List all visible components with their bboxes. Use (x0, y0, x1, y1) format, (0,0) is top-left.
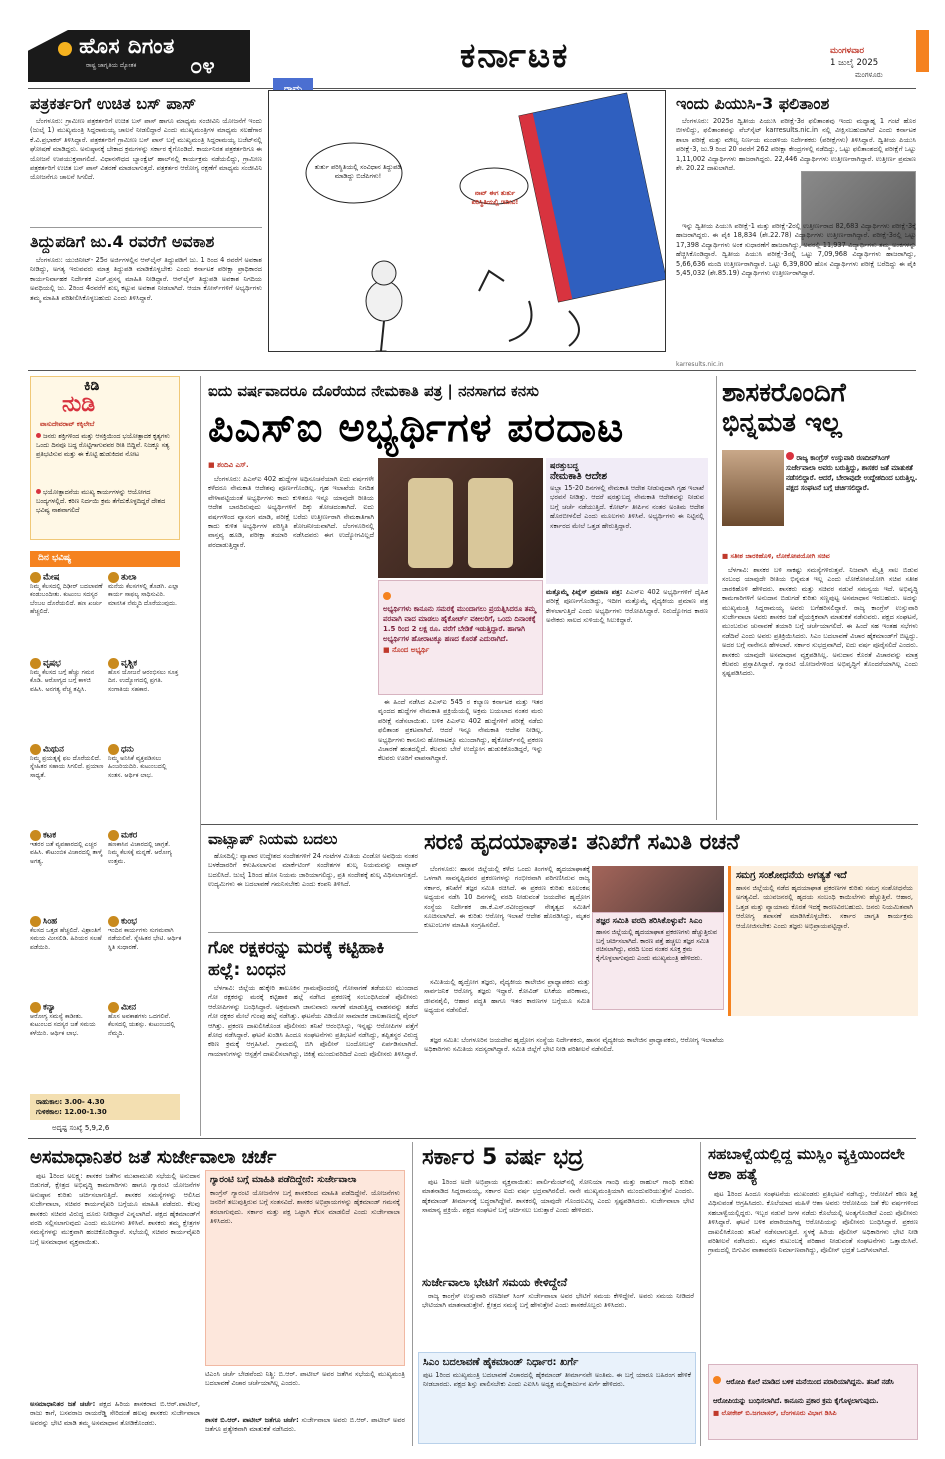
horoscope-sign-name: ಮೀನ (121, 1002, 137, 1012)
quote-icon (786, 452, 794, 460)
heart-side-title: ಸಮಗ್ರ ಸಂಶೋಧನೆಯ ಅಗತ್ಯತೆ ಇದೆ (736, 870, 847, 881)
logo-text: ಹೊಸ ದಿಗಂತ (79, 34, 175, 58)
pass-headline: ಪತ್ರಕರ್ತರಿಗೆ ಉಚಿತ ಬಸ್ ಪಾಸ್ (30, 94, 196, 113)
horoscope-sign-name: ಸಿಂಹ (43, 916, 57, 926)
zodiac-icon (30, 572, 41, 583)
accent-strip (916, 30, 929, 72)
zodiac-icon (30, 830, 41, 841)
zodiac-icon (108, 572, 119, 583)
cow-body: ಬೆಳಗಾವಿ: ಜಿಲ್ಲೆಯ ಹುಕ್ಕೇರಿ ತಾಲೂಕಿನ ಗ್ರಾಮವೊಂದರಲ್ಲಿ ಗೋಸಾಗಣೆ ತಡೆಯಲು ಮುಂದಾದ ಗೋ ರಕ್ಷಕರನ್ನು ಮರಕ್ಕೆ ಕಟ್ಟಿಹಾಕಿ ಹಲ್ಲೆ ನಡೆಸಿದ ಪ್ರಕರಣಕ್ಕೆ ಸಂಬಂಧಿಸಿದಂತೆ ಪೊಲೀಸರು ಆರೋಪಿಗಳನ್ನು ಬಂಧಿಸಿದ್ದಾರೆ. ಅಕ್ರಮವಾಗಿ ಜಾನುವಾರು ಸಾಗಣೆ ಮಾಡುತ್ತಿದ್ದ ವಾಹನವನ್ನು ತಡೆದ ಗೋ ರಕ್ಷಕರ ಮೇಲೆ ಗುಂಪು ಹಲ್ಲೆ ನಡೆಸಿತ್ತು. ಘಟನೆಯ ವಿಡಿಯೋ ಸಾಮಾಜಿಕ ಜಾಲತಾಣದಲ್ಲಿ ವೈರಲ್ ಆಗಿತ್ತು. ಪ್ರಕರಣ ದಾಖಲಿಸಿಕೊಂಡ ಪೊಲೀಸರು ತನಿಖೆ ಆರಂಭಿಸಿದ್ದು, ಇನ್ನಷ್ಟು ಆರೋಪಿಗಳ ಪತ್ತೆಗೆ ಶೋಧ ನಡೆಸಿದ್ದಾರೆ. ಘಟನೆ ಖಂಡಿಸಿ ಹಿಂದೂ ಸಂಘಟನೆಗಳು ಪ್ರತಿಭಟನೆ ನಡೆಸಿದ್ದು, ತಪ್ಪಿತಸ್ಥರ ವಿರುದ್ಧ ಕಠಿಣ ಕ್ರಮಕ್ಕೆ ಆಗ್ರಹಿಸಿವೆ. ಗ್ರಾಮದಲ್ಲಿ ಬಿಗಿ ಪೊಲೀಸ್ ಬಂದೋಬಸ್ತ್ ಏರ್ಪಡಿಸಲಾಗಿದೆ. ಗಾಯಾಳುಗಳನ್ನು ಆಸ್ಪತ್ರೆಗೆ ದಾಖಲಿಸಲಾಗಿದ್ದು, ಚಿಕಿತ್ಸೆ ಮುಂದುವರಿದಿದೆ ಎಂದು ಪೊಲೀಸರು ತಿಳಿಸಿದ್ದಾರೆ. (208, 984, 418, 1058)
horoscope-sign-name: ಮಿಥುನ (43, 744, 64, 754)
stable-sub-body: ರಾಜ್ಯ ಕಾಂಗ್ರೆಸ್ ಉಸ್ತುವಾರಿ ರಣದೀಪ್ ಸಿಂಗ್ ಸುರ್ಜೇವಾಲಾ ಅವರ ಭೇಟಿಗೆ ಸಮಯ ಕೇಳಿದ್ದೇನೆ. ಅವರು ಸಮಯ ನೀಡಿದರೆ ಭೇಟಿಯಾಗಿ ಮಾತನಾಡುತ್ತೇನೆ. ಕ್ಷೇತ್ರದ ಸಮಸ್ಯೆ ಬಗ್ಗೆ ಹೇಳುತ್ತೇನೆ ಎಂದು ಶಾಸಕರೊಬ್ಬರು ತಿಳಿಸಿದರು. (422, 1292, 694, 1310)
dissent-body: ಬೆಳಗಾವಿ: ಶಾಸಕರ ಬಳಿ ಸಾಕಷ್ಟು ಸಮಸ್ಯೆಗಳಿರುತ್ತವೆ. ನಿಜವಾಗಿ ಮೈತ್ರಿ ಸಾಲ ಬಿಡುವ ಸಂಬಂಧ ಯಾವುದೇ ರೀತಿಯ ಭಿನ್ನಮತ ಇಲ್ಲ ಎಂದು ಲೋಕೋಪಯೋಗಿ ಸಚಿವ ಸತೀಶ ಜಾರಕಿಹೊಳಿ ಹೇಳಿದರು. ಶಾಸಕರು ಮತ್ತು ಸಚಿವರ ನಡುವೆ ಸಮನ್ವಯ ಇದೆ. ಅಭಿವೃದ್ಧಿ ಕಾಮಗಾರಿಗಳಿಗೆ ಅನುದಾನ ಬಿಡುಗಡೆ ಕುರಿತು ಸಣ್ಣಪುಟ್ಟ ಅಸಮಾಧಾನ ಇರಬಹುದು. ಅದನ್ನು ಮುಖ್ಯಮಂತ್ರಿ ಸಿದ್ದರಾಮಯ್ಯ ಅವರು ಬಗೆಹರಿಸಲಿದ್ದಾರೆ. ರಾಜ್ಯ ಕಾಂಗ್ರೆಸ್ ಉಸ್ತುವಾರಿ ಸುರ್ಜೇವಾಲಾ ಅವರು ಶಾಸಕರ ಜತೆ ವೈಯಕ್ತಿಕವಾಗಿ ಮಾತುಕತೆ ನಡೆಸುವರು. ಪಕ್ಷದ ಸಂಘಟನೆ, ಮುಂಬರುವ ಚುನಾವಣೆ ತಯಾರಿ ಬಗ್ಗೆ ಚರ್ಚೆಯಾಗಲಿದೆ. ಈ ಹಿಂದೆ ಸಹ ಇಂತಹ ಸಭೆಗಳು ನಡೆದಿವೆ ಎಂದು ಅವರು ಪ್ರತಿಕ್ರಿಯಿಸಿದರು. ಸಿಎಂ ಬದಲಾವಣೆ ವಿಚಾರ ಹೈಕಮಾಂಡ್‌ಗೆ ಬಿಟ್ಟದ್ದು. ಅದರ ಬಗ್ಗೆ ನಾನೇನೂ ಹೇಳಲಾರೆ. ಸರ್ಕಾರ ಸುಭದ್ರವಾಗಿದೆ, ಐದು ವರ್ಷ ಪೂರೈಸಲಿದೆ ಎಂದರು. ಶಾಸಕರು ಯಾವುದೇ ಅಸಮಾಧಾನ ವ್ಯಕ್ತಪಡಿಸಿಲ್ಲ. ಅನುದಾನ ಕೊರತೆ ವಿಚಾರವನ್ನು ಮಾತ್ರ ಕೆಲವರು ಪ್ರಸ್ತಾಪಿಸಿದ್ದಾರೆ. ಗ್ಯಾರಂಟಿ ಯೋಜನೆಗಳಿಂದ ಅಭಿವೃದ್ಧಿಗೆ ತೊಂದರೆಯಾಗಿಲ್ಲ ಎಂದು ಸ್ಪಷ್ಟಪಡಿಸಿದರು. (722, 566, 918, 678)
horoscope-sign-text: ನಿಮ್ಮ ಕೆಲಸದ ಬಗ್ಗೆ ಹೆಚ್ಚು ಗಮನ ಕೊಡಿ. ಆರೋಗ್ಯದ ಬಗ್ಗೆ ಕಾಳಜಿ ವಹಿಸಿ. ಅನಗತ್ಯ ವೆಚ್ಚ ತಪ್ಪಿಸಿ. (30, 669, 95, 693)
lead-side-title-2: ನೇಮಕಾತಿ ಆದೇಶ (550, 471, 607, 482)
horoscope-sign (30, 572, 104, 656)
result-body-2: ಇನ್ನು ದ್ವಿತೀಯ ಪಿಯುಸಿ ಪರೀಕ್ಷೆ-1 ಮತ್ತು ಪರೀಕ್ಷೆ-2ರಲ್ಲಿ ಉತ್ತೀರ್ಣರಾದ 82,683 ವಿದ್ಯಾರ್ಥಿಗಳು ಪರೀಕ್ಷೆ-3ಕ್ಕೆ ಹಾಜರಾಗಿದ್ದರು. ಈ ಪೈಕಿ 18,834 (ಶೇ.22.78) ವಿದ್ಯಾರ್ಥಿಗಳು ಉತ್ತೀರ್ಣರಾಗಿದ್ದಾರೆ. ಪರೀಕ್ಷೆ-3ರಲ್ಲಿ ಒಟ್ಟು 17,398 ವಿದ್ಯಾರ್ಥಿಗಳು ಅಂಕ ಸುಧಾರಣೆಗೆ ಹಾಜರಾಗಿದ್ದು, ಅವರಲ್ಲಿ 11,937 ವಿದ್ಯಾರ್ಥಿಗಳು ತಮ್ಮ ಅಂಕಗಳನ್ನು ಹೆಚ್ಚಿಸಿಕೊಂಡಿದ್ದಾರೆ. ದ್ವಿತೀಯ ಪಿಯುಸಿ ಪರೀಕ್ಷೆ-3ರಲ್ಲಿ ಒಟ್ಟು 7,09,968 ವಿದ್ಯಾರ್ಥಿಗಳು ಹಾಜರಾಗಿದ್ದು, 5,66,636 ಮಂದಿ ಉತ್ತೀರ್ಣರಾಗಿದ್ದಾರೆ. ಒಟ್ಟು 6,39,800 ಹೊಸ ವಿದ್ಯಾರ್ಥಿಗಳು ಪರೀಕ್ಷೆ ಬರೆದಿದ್ದು ಈ ಪೈಕಿ 5,45,032 (ಶೇ.85.19) ವಿದ್ಯಾರ್ಥಿಗಳು ಉತ್ತೀರ್ಣರಾಗಿದ್ದಾರೆ. (676, 222, 916, 278)
masthead-logo (58, 34, 248, 59)
zodiac-icon (108, 830, 119, 841)
zodiac-icon (30, 658, 41, 669)
horoscope-list (30, 572, 184, 1092)
surjewala-box-title: ಗ್ಯಾರಂಟಿ ಬಗ್ಗೆ ಮಾಹಿತಿ ಪಡೆದಿದ್ದೇನೆ: ಸುರ್ಜೇವಾಲಾ (210, 1175, 357, 1185)
surjewala-box (205, 1170, 405, 1366)
horoscope-sign (108, 658, 182, 742)
heart-body-3: ತಜ್ಞರ ಸಮಿತಿ: ಬೆಂಗಳೂರಿನ ಜಯದೇವ ಹೃದ್ರೋಗ ಸಂಸ್ಥೆಯ ನಿರ್ದೇಶಕರು, ಹಾಸನ ವೈದ್ಯಕೀಯ ಕಾಲೇಜಿನ ಪ್ರಾಧ್ಯಾಪಕರು, ಆರೋಗ್ಯ ಇಲಾಖೆಯ ಅಧಿಕಾರಿಗಳು ಸಮಿತಿಯ ಸದಸ್ಯರಾಗಿದ್ದಾರೆ. ಸಮಿತಿ ಜಿಲ್ಲೆಗೆ ಭೇಟಿ ನೀಡಿ ಪರಿಶೀಲನೆ ನಡೆಸಲಿದೆ. (424, 1036, 724, 1054)
stable-body: ಪುಟ 1ರಿಂದ ಅದೇ ಅಭಿಪ್ರಾಯ ವ್ಯಕ್ತವಾಯಿತು: ಪಾರ್ಲಿಮೆಂಟ್‌ನಲ್ಲಿ ಸೋನಿಯಾ ಗಾಂಧಿ ಮತ್ತು ರಾಹುಲ್ ಗಾಂಧಿ ಕುರಿತು ಮಾತನಾಡಿದ ಸಿದ್ದರಾಮಯ್ಯ, ಸರ್ಕಾರ ಐದು ವರ್ಷ ಭದ್ರವಾಗಿರಲಿದೆ. ನಾನೇ ಮುಖ್ಯಮಂತ್ರಿಯಾಗಿ ಮುಂದುವರಿಯುತ್ತೇನೆ ಎಂದರು. ಹೈಕಮಾಂಡ್ ತೀರ್ಮಾನಕ್ಕೆ ಬದ್ಧರಾಗಿದ್ದೇವೆ. ಶಾಸಕರಲ್ಲಿ ಯಾವುದೇ ಗೊಂದಲವಿಲ್ಲ ಎಂದು ಸ್ಪಷ್ಟಪಡಿಸಿದರು. ಸುರ್ಜೇವಾಲಾ ಭೇಟಿ ಸಾಮಾನ್ಯ ಪ್ರಕ್ರಿಯೆ. ಪಕ್ಷದ ಸಂಘಟನೆ ಬಗ್ಗೆ ಚರ್ಚಿಸಲು ಬರುತ್ತಾರೆ ಎಂದು ಹೇಳಿದರು. (422, 1178, 694, 1215)
lucky-number: ಅದೃಷ್ಟ ಸಂಖ್ಯೆ 5,9,2,6 (52, 1124, 110, 1132)
heart-side-body: ಹಾಸನ ಜಿಲ್ಲೆಯಲ್ಲಿ ನಡೆದ ಹೃದಯಾಘಾತ ಪ್ರಕರಣಗಳ ಕುರಿತು ಸಮಗ್ರ ಸಂಶೋಧನೆಯ ಅಗತ್ಯವಿದೆ. ಯುವಜನರಲ್ಲಿ ಹೃದಯ ಸಂಬಂಧಿ ಕಾಯಿಲೆಗಳು ಹೆಚ್ಚುತ್ತಿವೆ. ಆಹಾರ, ಒತ್ತಡ ಮತ್ತು ವ್ಯಾಯಾಮ ಕೊರತೆ ಇದಕ್ಕೆ ಕಾರಣವಿರಬಹುದು. ಜನರು ನಿಯಮಿತವಾಗಿ ಆರೋಗ್ಯ ತಪಾಸಣೆ ಮಾಡಿಸಿಕೊಳ್ಳಬೇಕು. ಸರ್ಕಾರ ಜಾಗೃತಿ ಕಾರ್ಯಕ್ರಮ ಆಯೋಜಿಸಬೇಕು ಎಂದು ತಜ್ಞರು ಅಭಿಪ್ರಾಯಪಟ್ಟಿದ್ದಾರೆ. (736, 884, 913, 930)
horoscope-title: ದಿನ ಭವಿಷ್ಯ (30, 551, 180, 567)
horoscope-sign (30, 744, 104, 828)
lead-quote-box (378, 580, 543, 695)
stable-sub: ಸುರ್ಜೇವಾಲಾ ಭೇಟಿಗೆ ಸಮಯ ಕೇಳಿದ್ದೇನೆ (422, 1276, 568, 1289)
surjewala-sub (30, 1400, 200, 1446)
horoscope-sign (30, 830, 104, 914)
horoscope-sign-text: ಆರೋಗ್ಯ ಸಮಸ್ಯೆ ಕಾಡೀತು. ಕುಟುಂಬದ ಸದಸ್ಯರ ಜತೆ ಸಮಯ ಕಳೆಯಿರಿ. ಆರ್ಥಿಕ ಲಾಭ. (30, 1013, 96, 1037)
lead-side-box (546, 458, 708, 584)
zodiac-icon (30, 1002, 41, 1013)
horoscope-sign (108, 916, 182, 1000)
heart-quote-title: ತಜ್ಞರ ಸಮಿತಿ ವರದಿ ತರಿಸಿಕೊಳ್ಳುವೆ: ಸಿಎಂ (596, 916, 703, 925)
amend-body: ಬೆಂಗಳೂರು: ಯುಜಿನೀಟ್- 25ರ ಅರ್ಜಿಗಳಲ್ಲಿನ ಆನ್‌ಲೈನ್ ತಿದ್ದುಪಡಿಗೆ ಜು. 1 ರಿಂದ 4 ರವರೆಗೆ ಅವಕಾಶ ನೀಡಿದ್ದು, ಅಗತ್ಯ ಇರುವವರು ಮಾತ್ರ ತಿದ್ದುಪಡಿ ಮಾಡಿಕೊಳ್ಳಬೇಕು ಎಂದು ಕರ್ನಾಟಕ ಪರೀಕ್ಷಾ ಪ್ರಾಧಿಕಾರದ ಕಾರ್ಯನಿರ್ವಾಹಕ ನಿರ್ದೇಶಕ ಎಚ್.ಪ್ರಸನ್ನ ಮಾಹಿತಿ ನೀಡಿದ್ದಾರೆ. ಆನ್‌ಲೈನ್ ತಿದ್ದುಪಡಿ ಅವಕಾಶ ನಿಗದಿಯ ಅವಧಿಯಲ್ಲಿ ಜು. 2ರಿಂದ 4ರವರೆಗೆ ಶುಲ್ಕ ಕಟ್ಟುವ ಅವಕಾಶ ನೀಡಲಾಗಿದೆ. ಆಯಾ ಕೋರ್ಸ್‌ಗಳಿಗೆ ಅಭ್ಯರ್ಥಿಗಳು ತಮ್ಮ ಮಾಹಿತಿ ಪರಿಶೀಲಿಸಿಕೊಳ್ಳಬಹುದು ಎಂದು ತಿಳಿಸಿದ್ದಾರೆ. (30, 256, 262, 302)
cartoon-panel (268, 90, 666, 352)
horoscope-sign-text: ನಿಮ್ಮ ಪ್ರಯತ್ನಕ್ಕೆ ಫಲ ದೊರೆಯಲಿದೆ. ಸ್ನೇಹಿತರ ಸಹಾಯ ಸಿಗಲಿದೆ. ಪ್ರಯಾಣ ಸಾಧ್ಯತೆ. (30, 755, 104, 779)
kidi-bullet-1 (36, 432, 174, 458)
surjewala-sub-title: ಅಸಮಾಧಾನಿತರ ಜತೆ ಚರ್ಚೆ: (30, 1400, 96, 1408)
page-number: ೦೪ (190, 54, 215, 79)
stable-box (418, 1352, 696, 1444)
kidi-title-bottom: ನುಡಿ (62, 392, 96, 417)
horoscope-sign-name: ಮೇಷ (43, 572, 60, 582)
surjewala-body: ಪುಟ 1ರಿಂದ ಅಲಕ್ಷ್ಯ: ಶಾಸಕರ ಜತೆಗಿನ ಮುಖಾಮುಖಿ ಸಭೆಯಲ್ಲಿ ಅನುದಾನ ಬಿಡುಗಡೆ, ಕ್ಷೇತ್ರದ ಅಭಿವೃದ್ಧಿ ಕಾಮಗಾರಿಗಳು ಹಾಗೂ ಗ್ಯಾರಂಟಿ ಯೋಜನೆಗಳ ಅನುಷ್ಠಾನ ಕುರಿತು ಚರ್ಚಿಸಲಾಗುತ್ತಿದೆ. ಶಾಸಕರ ಸಮಸ್ಯೆಗಳನ್ನು ಆಲಿಸಿದ ಸುರ್ಜೇವಾಲಾ, ಸಚಿವರ ಕಾರ್ಯವೈಖರಿ ಬಗ್ಗೆಯೂ ಮಾಹಿತಿ ಪಡೆದರು. ಕೆಲವು ಶಾಸಕರು ಸಚಿವರ ವಿರುದ್ಧ ದೂರು ನೀಡಿದ್ದಾರೆ ಎನ್ನಲಾಗಿದೆ. ಪಕ್ಷದ ಹೈಕಮಾಂಡ್‌ಗೆ ವರದಿ ಸಲ್ಲಿಸಲಾಗುವುದು ಎಂದು ಮೂಲಗಳು ತಿಳಿಸಿವೆ. ಶಾಸಕರು ತಮ್ಮ ಕ್ಷೇತ್ರಗಳ ಸಮಸ್ಯೆಗಳನ್ನು ಮುಕ್ತವಾಗಿ ಹಂಚಿಕೊಂಡಿದ್ದಾರೆ. ಸಭೆಯಲ್ಲಿ ಸಚಿವರ ಕಾರ್ಯವೈಖರಿ ಬಗ್ಗೆ ಅಸಮಾಧಾನ ವ್ಯಕ್ತವಾಯಿತು. (30, 1172, 200, 1246)
horoscope-sign-text: ಕೆಲಸದ ಒತ್ತಡ ಹೆಚ್ಚಲಿದೆ. ವಿಶ್ರಾಂತಿಗೆ ಸಮಯ ಮೀಸಲಿಡಿ. ಹಿರಿಯರ ಸಲಹೆ ಪಡೆಯಿರಿ. (30, 927, 102, 951)
horoscope-sign-name: ವೃಷಭ (43, 658, 61, 668)
horoscope-sign-name: ಕನ್ಯಾ (43, 1002, 56, 1012)
zodiac-icon (30, 744, 41, 755)
issue-day: ಮಂಗಳವಾರ (830, 46, 865, 56)
murder-quote-author: ■ ಲೋಕೇಶ್ ಬಿ.ಜಗಲಾಸರ್, ಬೆಂಗಳೂರು ವಿಭಾಗ ಡಿಸಿಪಿ (713, 1409, 837, 1417)
heart-quote-body: ಹಾಸನ ಜಿಲ್ಲೆಯಲ್ಲಿ ಹೃದಯಾಘಾತ ಪ್ರಕರಣಗಳು ಹೆಚ್ಚುತ್ತಿರುವ ಬಗ್ಗೆ ಚರ್ಚಿಸಲಾಗಿದೆ. ಕಾರಣ ಪತ್ತೆ ಹಚ್ಚಲು ತಜ್ಞರ ಸಮಿತಿ ರಚಿಸಲಾಗಿದ್ದು, ವರದಿ ಬಂದ ನಂತರ ಸೂಕ್ತ ಕ್ರಮ ಕೈಗೊಳ್ಳಲಾಗುವುದು ಎಂದು ಮುಖ್ಯಮಂತ್ರಿ ಹೇಳಿದರು. (596, 928, 718, 962)
lead-body-1: ಬೆಂಗಳೂರು: ಪಿಎಸ್ಐ 402 ಹುದ್ದೆಗಳ ಅಧಿಸೂಚನೆಯಾಗಿ ಐದು ವರ್ಷಗಳೇ ಕಳೆದರೂ ನೇಮಕಾತಿ ಆದೇಶವು ಪೂರ್ಣಗೊಂಡಿಲ್ಲ. ಗೃಹ ಇಲಾಖೆಯ ನಿಗದಿತ ವೇಳಾಪಟ್ಟಿಯಂತೆ ಅಭ್ಯರ್ಥಿಗಳು ಕಾದು ಕುಳಿತರೂ ಇನ್ನೂ ಯಾವುದೇ ರೀತಿಯ ಆದೇಶ ಬಾರದಿರುವುದು ಅಭ್ಯರ್ಥಿಗಳಿಗೆ ದಿಕ್ಕು ತೋಚದಂತಾಗಿದೆ. ಐದು ವರ್ಷಗಳಿಂದ ವ್ಯಾಸಂಗ ಮಾಡಿ, ಪರೀಕ್ಷೆ ಬರೆದು ಉತ್ತೀರ್ಣರಾಗಿ ನೇಮಕಾತಿಗಾಗಿ ಕಾದು ಕುಳಿತ ಅಭ್ಯರ್ಥಿಗಳ ಪರಿಸ್ಥಿತಿ ಶೋಚನೀಯವಾಗಿದೆ. ಬೆಂಗಳೂರಿನಲ್ಲಿ ವಾಸ್ತವ್ಯ ಹೂಡಿ, ಪರೀಕ್ಷಾ ತಯಾರಿ ನಡೆಸಿದವರು ಈಗ ಉದ್ಯೋಗವಿಲ್ಲದೆ ಪರದಾಡುತ್ತಿದ್ದಾರೆ. (208, 475, 374, 549)
amend-headline: ತಿದ್ದುಪಡಿಗೆ ಜು.4 ರವರೆಗೆ ಅವಕಾಶ (30, 232, 215, 251)
horoscope-sign-text: ಮನೆಯ ಕೆಲಸಗಳಲ್ಲಿ ತೊಡಗಿ. ಎಲ್ಲಾ ಕಾರ್ಯ ಸಾಫಲ್ಯ ಸಾಧಿಸುವಿರಿ. ಮಾನಸಿಕ ನೆಮ್ಮದಿ ದೊರೆಯುವುದು. (108, 583, 180, 607)
horoscope-sign (108, 1002, 182, 1086)
lead-byline: ■ ಶಂದಿವಿ ಎಸ್. (208, 461, 249, 469)
quote-icon (713, 1376, 721, 1384)
result-body-1: ಬೆಂಗಳೂರು: 2025ರ ದ್ವಿತೀಯ ಪಿಯುಸಿ ಪರೀಕ್ಷೆ-3ರ ಫಲಿತಾಂಶವು ಇಂದು ಮಧ್ಯಾಹ್ನ 1 ಗಂಟೆ ಹೊರ ಬೀಳಲಿದ್ದು, ಫಲಿತಾಂಶವನ್ನು ವೆಬ್‌ಸೈಟ್ karresults.nic.in ನಲ್ಲಿ ವೀಕ್ಷಿಸಬಹುದಾಗಿದೆ ಎಂದು ಕರ್ನಾಟಕ ಶಾಲಾ ಪರೀಕ್ಷೆ ಮತ್ತು ಮೌಲ್ಯ ನಿರ್ಣಯ ಮಂಡಳಿಯ ನಿರ್ದೇಶಕರು (ಪರೀಕ್ಷೆಗಳು) ತಿಳಿಸಿದ್ದಾರೆ. ದ್ವಿತೀಯ ಪಿಯುಸಿ ಪರೀಕ್ಷೆ-3, ಜು.9 ರಿಂದ 20 ರವರೆಗೆ 262 ಪರೀಕ್ಷಾ ಕೇಂದ್ರಗಳಲ್ಲಿ ನಡೆದಿದ್ದು, ಒಟ್ಟು ಫಲಿತಾಂಶದಲ್ಲಿ ಪರೀಕ್ಷೆಗೆ ಒಟ್ಟು 1,11,002 ವಿದ್ಯಾರ್ಥಿಗಳು ಹಾಜರಾಗಿದ್ದರು. 22,446 ವಿದ್ಯಾರ್ಥಿಗಳು ಉತ್ತೀರ್ಣರಾಗಿದ್ದಾರೆ. ಉತ್ತೀರ್ಣ ಪ್ರಮಾಣ ಶೇ. 20.22 ದಾಖಲಾಗಿದೆ. (676, 117, 916, 173)
horoscope-sign-text: ಹೊಸ ಯೋಜನೆ ಆರಂಭಿಸಲು ಸೂಕ್ತ ದಿನ. ಉದ್ಯೋಗದಲ್ಲಿ ಪ್ರಗತಿ. ಸಂಗಾತಿಯ ಸಹಕಾರ. (108, 669, 179, 693)
lead-side-body-2 (546, 588, 708, 816)
horoscope-sign-name: ಕುಂಭ (121, 916, 137, 926)
lead-quote-author: ■ ನೊಂದ ಅಭ್ಯರ್ಥಿ (383, 646, 430, 654)
heart-body-1: ಬೆಂಗಳೂರು: ಹಾಸನ ಜಿಲ್ಲೆಯಲ್ಲಿ ಕಳೆದ ಒಂದು ತಿಂಗಳಲ್ಲಿ ಹೃದಯಾಘಾತಕ್ಕೆ ಒಳಗಾಗಿ ಸಾವನ್ನಪ್ಪಿದವರ ಪ್ರಕರಣಗಳನ್ನು ಗಂಭೀರವಾಗಿ ಪರಿಗಣಿಸಿರುವ ರಾಜ್ಯ ಸರ್ಕಾರ, ತನಿಖೆಗೆ ತಜ್ಞರ ಸಮಿತಿ ರಚಿಸಿದೆ. ಈ ಪ್ರಕರಣ ಕುರಿತು ಕೂಲಂಕಷ ಅಧ್ಯಯನ ನಡೆಸಿ 10 ದಿನಗಳಲ್ಲಿ ವರದಿ ನೀಡುವಂತೆ ಜಯದೇವ ಹೃದ್ರೋಗ ಸಂಸ್ಥೆಯ ನಿರ್ದೇಶಕ ಡಾ.ಕೆ.ಎಸ್.ರವೀಂದ್ರನಾಥ್ ನೇತೃತ್ವದ ಸಮಿತಿಗೆ ಸೂಚಿಸಲಾಗಿದೆ. ಈ ಕುರಿತು ಆರೋಗ್ಯ ಇಲಾಖೆ ಆದೇಶ ಹೊರಡಿಸಿದ್ದು, ಮೃತರ ಕುಟುಂಬಗಳ ಮಾಹಿತಿ ಸಂಗ್ರಹಿಸಲಿದೆ. (424, 865, 590, 930)
lead-headline: ಪಿಎಸ್ಐ ಅಭ್ಯರ್ಥಿಗಳ ಪರದಾಟ (208, 405, 625, 451)
dissent-quote-author: ■ ಸತೀಶ ಜಾರಕಿಹೊಳಿ, ಲೋಕೋಪಯೋಗಿ ಸಚಿವ (722, 552, 830, 560)
lead-body-2: ಈ ಹಿಂದೆ ನಡೆಸಿದ ಪಿಎಸ್ಐ 545 ರ ಕಲ್ಯಾಣ ಕರ್ನಾಟಕ ಮತ್ತು ಇತರ ವೃಂದದ ಹುದ್ದೆಗಳ ನೇಮಕಾತಿ ಪ್ರಕ್ರಿಯೆಯಲ್ಲಿ ಅಕ್ರಮ ಬಯಲಾದ ನಂತರ ಮರು ಪರೀಕ್ಷೆ ನಡೆಸಲಾಯಿತು. ಬಳಿಕ ಪಿಎಸ್ಐ 402 ಹುದ್ದೆಗಳಿಗೆ ಪರೀಕ್ಷೆ ನಡೆದು ಫಲಿತಾಂಶ ಪ್ರಕಟವಾಗಿದೆ. ಆದರೆ ಇನ್ನೂ ನೇಮಕಾತಿ ಆದೇಶ ನೀಡಿಲ್ಲ. ಅಭ್ಯರ್ಥಿಗಳು ಕಾನೂನು ಹೋರಾಟಕ್ಕೂ ಮುಂದಾಗಿದ್ದು, ಹೈಕೋರ್ಟ್‌ನಲ್ಲಿ ಪ್ರಕರಣ ವಿಚಾರಣೆ ಹಂತದಲ್ಲಿದೆ. ಕೆಲವರು ಬೇರೆ ಉದ್ಯೋಗ ಹುಡುಕಿಕೊಂಡಿದ್ದರೆ, ಇನ್ನು ಕೆಲವರು ಊರಿಗೆ ವಾಪಸಾಗಿದ್ದಾರೆ. (378, 698, 543, 763)
bullet-icon (36, 433, 41, 438)
cartoon-bubble-2: ನಾವ್ ಈಗ ತುರ್ತು ಪರಿಸ್ಥಿತಿಯಲ್ಲಿ ಇದೀವಿ! (471, 189, 519, 206)
lead-side-title-1: ಷರತ್ತುಬದ್ಧ (550, 461, 579, 470)
tagline: ರಾಷ್ಟ್ರ ಜಾಗೃತಿಯ ದ್ಯೋತಕ (86, 62, 137, 69)
zodiac-icon (108, 1002, 119, 1013)
surjewala-sub-2-title: ಶಾಸಕ ಬಿ.ಆರ್. ಪಾಟೀಲ್ ಜತೆಗೂ ಚರ್ಚೆ: (205, 1416, 299, 1424)
zodiac-icon (30, 916, 41, 927)
quote-icon (383, 592, 391, 600)
horoscope-sign (108, 744, 182, 828)
horoscope-sign (30, 916, 104, 1000)
horoscope-sign-text: ಹೊಸ ಅವಕಾಶಗಳು ಒದಗಲಿವೆ. ಕೆಲಸದಲ್ಲಿ ಯಶಸ್ಸು. ಕುಟುಂಬದಲ್ಲಿ ನೆಮ್ಮದಿ. (108, 1013, 175, 1037)
lead-kicker: ಐದು ವರ್ಷವಾದರೂ ದೊರೆಯದ ನೇಮಕಾತಿ ಪತ್ರ | ನನಸಾಗದ ಕನಸು (208, 382, 539, 400)
gulika: ಗುಳಿಕಕಾಲ: 12.00-1.30 (36, 1108, 107, 1116)
stable-box-title: ಸಿಎಂ ಬದಲಾವಣೆ ಹೈಕಮಾಂಡ್ ನಿರ್ಧಾರ: ಖರ್ಗೆ (423, 1357, 579, 1368)
heart-quote-box (592, 912, 724, 1010)
cartoon-drawing (269, 91, 665, 351)
surjewala-headline: ಅಸಮಾಧಾನಿತರ ಜತೆ ಸುರ್ಜೇವಾಲಾ ಚರ್ಚೆ (30, 1147, 277, 1168)
kidi-bullet-1-text: ಜನರು ಶಕ್ತಿಗಳಿಂದ ಮತ್ತು ಆಸಕ್ತಿಯಿಂದ ಭಯೋತ್ಪಾದಕ ಕೃತ್ಯಗಳು ಒಂದು ದಿನವೂ ಬದ್ಧ ರೊಟ್ಟಿಗಾಗುವವರ ರೀತಿ ಬಿದ್ದಿವೆ. ನಿಜಕ್ಕೂ ಸತ್ಯ ಪ್ರತಿಭಟಿಸುವ ಮತ್ತು ಈ ಕೊಟ್ಟಿ ಹುಡುಕಿದವ ನೋಟ (36, 432, 170, 458)
bullet-icon (36, 489, 41, 494)
dissent-quote: ರಾಜ್ಯ ಕಾಂಗ್ರೆಸ್ ಉಸ್ತುವಾರಿ ರಣದೀಪ್‌ಸಿಂಗ್ ಸುರ್ಜೇವಾಲಾ ಅವರು ಬರುತ್ತಿದ್ದು, ಶಾಸಕರ ಜತೆ ಮಾತುಕತೆ ನಡೆಸಲಿದ್ದಾರೆ. ಆದರೆ, ಬೇರಾವುದೇ ಉದ್ದೇಶದಿಂದ ಬರುತ್ತಿಲ್ಲ. ಪಕ್ಷದ ಸಂಘಟನೆ ಬಗ್ಗೆ ಚರ್ಚಿಸಲಿದ್ದಾರೆ. (786, 454, 918, 492)
kidi-bullet-2-text: ಭಯೋತ್ಪಾದನೆಯ ಮುಖ್ಯ ಕಾರ್ಯಗಳನ್ನು ಆಯೋಗದ ಬಂದ್ಯಗಳಲ್ಲಿದೆ. ಕಠಿಣ ನಿರ್ದಯಿ ಕ್ರಮ ತೆಗೆದುಕೊಳ್ಳದಿದ್ದರೆ ದೇಶದ ಭವಿಷ್ಯ ನಾಶವಾಗಲಿದೆ (36, 488, 166, 514)
kidi-bullet-2 (36, 488, 174, 514)
horoscope-sign-name: ಕಟಕ (43, 830, 57, 840)
zodiac-icon (108, 916, 119, 927)
horoscope-sign-text: ಹಣಕಾಸಿನ ವಿಚಾರದಲ್ಲಿ ಜಾಗ್ರತೆ. ನಿಮ್ಮ ಕೆಲಸಕ್ಕೆ ಮನ್ನಣೆ. ಆರೋಗ್ಯ ಉತ್ತಮ. (108, 841, 172, 865)
horoscope-sign-text: ನಿಮ್ಮ ಅನಿಸಿಕೆ ವ್ಯಕ್ತಪಡಿಸಲು ಹಿಂಜರಿಯದಿರಿ. ಕುಟುಂಬದಲ್ಲಿ ಸಂತಸ. ಆರ್ಥಿಕ ಲಾಭ. (108, 755, 167, 779)
horoscope-sign-name: ವೃಶ್ಚಿಕ (121, 658, 138, 668)
whatsapp-headline: ವಾಟ್ಸಾಪ್ ನಿಯಮ ಬದಲು (208, 830, 338, 848)
horoscope-sign (108, 830, 182, 914)
issue-date: 1 ಜುಲೈ 2025 (830, 58, 879, 68)
zodiac-icon (108, 658, 119, 669)
lead-photo (378, 458, 543, 578)
result-headline: ಇಂದು ಪಿಯುಸಿ-3 ಫಲಿತಾಂಶ (676, 94, 830, 113)
stable-headline: ಸರ್ಕಾರ 5 ವರ್ಷ ಭದ್ರ (422, 1145, 584, 1170)
kidi-source: ವಾಸುದೇವರಾವ್ ಕಕ್ಕಿಲೇಬೆ (40, 420, 95, 428)
lotus-icon (58, 42, 72, 56)
stable-box-body: ಪುಟ 1ರಿಂದ ಮುಖ್ಯಮಂತ್ರಿ ಬದಲಾವಣೆ ವಿಚಾರದಲ್ಲಿ ಹೈಕಮಾಂಡ್ ತೀರ್ಮಾನವೇ ಅಂತಿಮ. ಈ ಬಗ್ಗೆ ಯಾರೂ ಬಹಿರಂಗ ಹೇಳಿಕೆ ನೀಡಬಾರದು. ಪಕ್ಷದ ಶಿಸ್ತು ಪಾಲಿಸಬೇಕು ಎಂದು ಎಐಸಿಸಿ ಅಧ್ಯಕ್ಷ ಮಲ್ಲಿಕಾರ್ಜುನ ಖರ್ಗೆ ಹೇಳಿದರು. (423, 1371, 691, 1389)
horoscope-sign (30, 1002, 104, 1086)
horoscope-sign-name: ಮಕರ (121, 830, 138, 840)
heart-side-box (728, 866, 918, 1016)
surjewala-box-body: ಕಾಂಗ್ರೆಸ್ ಗ್ಯಾರಂಟಿ ಯೋಜನೆಗಳ ಬಗ್ಗೆ ಶಾಸಕರಿಂದ ಮಾಹಿತಿ ಪಡೆದಿದ್ದೇನೆ. ಯೋಜನೆಗಳು ಜನರಿಗೆ ತಲುಪುತ್ತಿರುವ ಬಗ್ಗೆ ಸಂತಸವಿದೆ. ಶಾಸಕರ ಅಭಿಪ್ರಾಯಗಳನ್ನು ಹೈಕಮಾಂಡ್ ಗಮನಕ್ಕೆ ತರಲಾಗುವುದು. ಸರ್ಕಾರ ಮತ್ತು ಪಕ್ಷ ಒಟ್ಟಾಗಿ ಕೆಲಸ ಮಾಡಲಿದೆ ಎಂದು ಸುರ್ಜೇವಾಲಾ ತಿಳಿಸಿದರು. (210, 1189, 400, 1226)
murder-quote: ಆರೋಪಿ ಕೊಲೆ ಮಾಡಿದ ಬಳಿಕ ಮನೆಯಿಂದ ಪರಾರಿಯಾಗಿದ್ದನು. ತನಿಖೆ ನಡೆಸಿ ಆರೋಪಿಯನ್ನು ಬಂಧಿಸಲಾಗಿದೆ. ಕಾನೂನು ಪ್ರಕಾರ ಕ್ರಮ ಕೈಗೊಳ್ಳಲಾಗುವುದು. (713, 1378, 894, 1405)
lead-quote: ಅಭ್ಯರ್ಥಿಗಳು ಕಾನೂನು ಸಮರಕ್ಕೆ ಮುಂದಾಗಲು ಪ್ರಯತ್ನಿಸಿದರೂ ತಮ್ಮ ಪರವಾಗಿ ವಾದ ಮಾಡಲು ಹೈಕೋರ್ಟ್ ವಕೀಲರಿಗೆ, ಒಂದು ದಿನಾಂಕಕ್ಕೆ 1.5 ರಿಂದ 2 ಲಕ್ಷ ರೂ. ವರೆಗೆ ಬೇಡಿಕೆ ಇಡುತ್ತಿದ್ದಾರೆ. ಹಾಗಾಗಿ ಅಭ್ಯರ್ಥಿಗಳ ಹೋರಾಟಕ್ಕೂ ಹಣದ ಕೊರತೆ ಎದುರಾಗಿದೆ. (383, 605, 536, 643)
zodiac-icon (108, 744, 119, 755)
dissent-photo (722, 450, 784, 526)
cartoon-bubble-1: ತುರ್ತು ಪರಿಸ್ಥಿತಿಯಲ್ಲಿ ಸಂವಿಧಾನ ತಿದ್ದುಪಡಿ ಮಾಡಿದ್ದು ಬಿಜೆಪಿಗಳು! (314, 163, 402, 180)
dissent-headline: ಶಾಸಕರೊಂದಿಗೆ ಭಿನ್ನಮತ ಇಲ್ಲ (722, 378, 846, 438)
lead-side-body: ಅಬ್ಬಾ 15-20 ದಿನಗಳಲ್ಲಿ ನೇಮಕಾತಿ ಆದೇಶ ನೀಡುವುದಾಗಿ ಗೃಹ ಇಲಾಖೆ ಭರವಸೆ ನೀಡಿತ್ತು. ಆದರೆ ಷರತ್ತುಬದ್ಧ ನೇಮಕಾತಿ ಆದೇಶವನ್ನು ನೀಡುವ ಬಗ್ಗೆ ಚರ್ಚೆ ನಡೆಯುತ್ತಿದೆ. ಕೋರ್ಟ್ ತೀರ್ಪಿನ ನಂತರ ಅಂತಿಮ ಆದೇಶ ಹೊರಬೀಳಲಿದೆ ಎಂದು ಮೂಲಗಳು ತಿಳಿಸಿವೆ. ಅಭ್ಯರ್ಥಿಗಳು ಈ ನಿಟ್ಟಿನಲ್ಲಿ ಸರ್ಕಾರದ ಮೇಲೆ ಒತ್ತಡ ಹೇರುತ್ತಿದ್ದಾರೆ. (550, 484, 704, 530)
whatsapp-body: ಹೊಸದಿಲ್ಲಿ: ವ್ಯಾಪಾರ ಉದ್ದೇಶದ ಸಂದೇಶಗಳಿಗೆ 24 ಗಂಟೆಗಳ ಮಿತಿಯ ವಿಂಡೋ ಅವಧಿಯ ನಂತರ ಬಳಕೆದಾರರಿಗೆ ಕಳುಹಿಸಲಾಗುವ ಮಾರ್ಕೆಟಿಂಗ್ ಸಂದೇಶಗಳ ಶುಲ್ಕ ನಿಯಮವನ್ನು ವಾಟ್ಸಾಪ್ ಬದಲಿಸಿದೆ. ಜುಲೈ 1ರಿಂದ ಹೊಸ ನಿಯಮ ಜಾರಿಯಾಗಲಿದ್ದು, ಪ್ರತಿ ಸಂದೇಶಕ್ಕೆ ಶುಲ್ಕ ವಿಧಿಸಲಾಗುತ್ತದೆ. ಉದ್ಯಮಿಗಳು ಈ ಬದಲಾವಣೆ ಗಮನಿಸಬೇಕು ಎಂದು ಕಂಪನಿ ತಿಳಿಸಿದೆ. (208, 852, 418, 889)
horoscope-sign (108, 572, 182, 656)
horoscope-sign-text: ನಿಮ್ಮ ಕೆಲಸದಲ್ಲಿ ದಿಢೀರ್ ಬದಲಾವಣೆ ಕಂಡುಬಂದೀತು. ಕುಟುಂಬ ಸದಸ್ಯರ ಬೆಂಬಲ ದೊರೆಯಲಿದೆ. ಹಣ ಖರ್ಚು ಹೆಚ್ಚಲಿದೆ. (30, 583, 103, 616)
result-url[interactable]: karresults.nic.in (676, 361, 724, 368)
surjewala-box-foot: ಟಿಎಂಸಿ ಚರ್ಚೆ ಬೇಡವೆಂದು ನಿಶ್ಚಿ: ಬಿ.ಆರ್. ಪಾಟೀಲ್ ಅವರ ಜತೆಗಿನ ಸಭೆಯಲ್ಲಿ ಮುಖ್ಯಮಂತ್ರಿ ಬದಲಾವಣೆ ವಿಚಾರ ಚರ್ಚೆಯಾಗಿಲ್ಲ ಎಂದರು. (205, 1370, 405, 1388)
heart-body-2: ಸಮಿತಿಯಲ್ಲಿ ಹೃದ್ರೋಗ ತಜ್ಞರು, ವೈದ್ಯಕೀಯ ಕಾಲೇಜಿನ ಪ್ರಾಧ್ಯಾಪಕರು ಮತ್ತು ಸಾರ್ವಜನಿಕ ಆರೋಗ್ಯ ತಜ್ಞರು ಇದ್ದಾರೆ. ಕೋವಿಡ್ ಲಸಿಕೆಯ ಪರಿಣಾಮ, ಜೀವನಶೈಲಿ, ಆಹಾರ ಪದ್ಧತಿ ಹಾಗೂ ಇತರ ಕಾರಣಗಳ ಬಗ್ಗೆಯೂ ಸಮಿತಿ ಅಧ್ಯಯನ ನಡೆಸಲಿದೆ. (424, 978, 590, 1015)
kidi-title-top: ಕಿಡಿ (84, 378, 100, 394)
murder-body: ಪುಟ 1ರಿಂದ ಹಿಂದೂ ಸಂಘಟನೆಯ ಮುಖಂಡರು ಪ್ರತಿಭಟನೆ ನಡೆಸಿದ್ದು, ಆರೋಪಿಗೆ ಕಠಿಣ ಶಿಕ್ಷೆ ವಿಧಿಸುವಂತೆ ಆಗ್ರಹಿಸಿದರು. ಕೊಲೆಯಾದ ಮಹಿಳೆ ಆಶಾ ಅವರು ಆರೋಪಿಯ ಜತೆ ಕೆಲ ವರ್ಷಗಳಿಂದ ಸಹಬಾಳ್ವೆಯಲ್ಲಿದ್ದರು. ಇಬ್ಬರ ನಡುವೆ ಜಗಳ ನಡೆದು ಕೊಲೆಯಲ್ಲಿ ಅಂತ್ಯಗೊಂಡಿದೆ ಎಂದು ಪೊಲೀಸರು ತಿಳಿಸಿದ್ದಾರೆ. ಘಟನೆ ಬಳಿಕ ಪರಾರಿಯಾಗಿದ್ದ ಆರೋಪಿಯನ್ನು ಪೊಲೀಸರು ಬಂಧಿಸಿದ್ದಾರೆ. ಪ್ರಕರಣ ದಾಖಲಿಸಿಕೊಂಡು ತನಿಖೆ ನಡೆಸಲಾಗುತ್ತಿದೆ. ಸ್ಥಳಕ್ಕೆ ಹಿರಿಯ ಪೊಲೀಸ್ ಅಧಿಕಾರಿಗಳು ಭೇಟಿ ನೀಡಿ ಪರಿಶೀಲನೆ ನಡೆಸಿದರು. ಮೃತರ ಕುಟುಂಬಕ್ಕೆ ಪರಿಹಾರ ನೀಡುವಂತೆ ಸಂಘಟನೆಗಳು ಒತ್ತಾಯಿಸಿವೆ. ಗ್ರಾಮದಲ್ಲಿ ಬಿಗುವಿನ ವಾತಾವರಣ ನಿರ್ಮಾಣವಾಗಿದ್ದು, ಪೊಲೀಸ್ ಭದ್ರತೆ ಒದಗಿಸಲಾಗಿದೆ. (708, 1190, 918, 1255)
surjewala-sub-body: ಪಕ್ಷದ ಹಿರಿಯ ಶಾಸಕರಾದ ಬಿ.ಆರ್.ಪಾಟೀಲ್, ರಾಜು ಕಾಗೆ, ಬಸವರಾಜ ರಾಯರೆಡ್ಡಿ ಸೇರಿದಂತೆ ಹಲವು ಶಾಸಕರು ಸುರ್ಜೇವಾಲಾ ಅವರನ್ನು ಭೇಟಿ ಮಾಡಿ ತಮ್ಮ ಅಸಮಾಧಾನ ತೋಡಿಕೊಂಡರು. (30, 1400, 200, 1427)
lead-side-body-2-text: ಪಿಎಸ್ಐ 402 ಅಭ್ಯರ್ಥಿಗಳಿಗೆ ದೈಹಿಕ ಪರೀಕ್ಷೆ ಪೂರ್ಣಗೊಂಡಿದ್ದು, ಇದೀಗ ಮತ್ತೊಮ್ಮೆ ವೈದ್ಯಕೀಯ ಪ್ರಮಾಣ ಪತ್ರ ಕೇಳಲಾಗುತ್ತಿದೆ ಎಂದು ಅಭ್ಯರ್ಥಿಗಳು ಆರೋಪಿಸಿದ್ದಾರೆ. ನಿರುದ್ಯೋಗದ ಕಾರಣ ಅನೇಕರು ಸಾಲದ ಸುಳಿಯಲ್ಲಿ ಸಿಲುಕಿದ್ದಾರೆ. (546, 588, 708, 625)
horoscope-sign-text: ಇತರರ ಜತೆ ವ್ಯವಹಾರದಲ್ಲಿ ಎಚ್ಚರ ವಹಿಸಿ. ಕೌಟುಂಬಿಕ ವಿಚಾರದಲ್ಲಿ ತಾಳ್ಮೆ ಅಗತ್ಯ. (30, 841, 103, 865)
lead-side-sub: ಮತ್ತೊಮ್ಮೆ ಫಿಟ್ನೆಸ್ ಪ್ರಮಾಣ ಪತ್ರ: (546, 588, 623, 596)
murder-headline: ಸಹಬಾಳ್ವೆಯಲ್ಲಿದ್ದ ಮುಸ್ಲಿಂ ವ್ಯಕ್ತಿಯಿಂದಲೇ ಆಶಾ ಹತ್ಯೆ (708, 1145, 905, 1183)
surjewala-sub-2-body: ಸುರ್ಜೇವಾಲಾ ಅವರು ಬಿ.ಆರ್. ಪಾಟೀಲ್ ಅವರ ಜತೆಗೂ ಪ್ರತ್ಯೇಕವಾಗಿ ಮಾತುಕತೆ ನಡೆಸಿದರು. (205, 1416, 405, 1434)
horoscope-sign (30, 658, 104, 742)
horoscope-sign-text: ಇಂದಿನ ಕಾರ್ಯಗಳು ಸುಗಮವಾಗಿ ನಡೆಯಲಿವೆ. ಸ್ನೇಹಿತರ ಭೇಟಿ. ಆರ್ಥಿಕ ಸ್ಥಿತಿ ಸುಧಾರಣೆ. (108, 927, 182, 951)
issue-city: ಮಂಗಳೂರು (855, 71, 883, 79)
rahukala: ರಾಹುಕಾಲ: 3.00- 4.30 (36, 1098, 105, 1106)
rahukala-box (30, 1094, 180, 1120)
pass-body: ಬೆಂಗಳೂರು: ಗ್ರಾಮೀಣ ಪತ್ರಕರ್ತರಿಗೆ ಉಚಿತ ಬಸ್ ಪಾಸ್ ಹಾಗೂ ಮಾಧ್ಯಮ ಸಂಜೀವಿನಿ ಯೋಜನೆಗೆ ಇಂದು (ಜುಲೈ 1) ಮುಖ್ಯಮಂತ್ರಿ ಸಿದ್ದರಾಮಯ್ಯ ಚಾಲನೆ ನೀಡಲಿದ್ದಾರೆ ಎಂದು ಮುಖ್ಯಮಂತ್ರಿಗಳ ಮಾಧ್ಯಮ ಸಲಹೆಗಾರ ಕೆ.ವಿ.ಪ್ರಭಾಕರ್ ತಿಳಿಸಿದ್ದಾರೆ. ಪತ್ರಕರ್ತರಿಗೆ ಗ್ರಾಮೀಣ ಬಸ್ ಪಾಸ್ ಬಗ್ಗೆ ಮುಖ್ಯಮಂತ್ರಿ ಸಿದ್ದರಾಮಯ್ಯ ಬಜೆಟ್‌ನಲ್ಲಿ ಘೋಷಣೆ ಮಾಡಿದ್ದರು. ಅನುಷ್ಠಾನಕ್ಕೆ ಬೇಕಾದ ಕ್ರಮಗಳನ್ನು ಸರ್ಕಾರ ಕೈಗೊಂಡಿದೆ. ಕಾರ್ಯನಿರತ ಪತ್ರಕರ್ತರಿಗೂ ಈ ಯೋಜನೆ ಉಪಯುಕ್ತವಾಗಲಿದೆ. ವಿಧಾನಸೌಧದ ಬ್ಯಾಂಕ್ವೆಟ್ ಹಾಲ್‌ನಲ್ಲಿ ಕಾರ್ಯಕ್ರಮ ನಡೆಯಲಿದ್ದು, ಗ್ರಾಮೀಣ ಪತ್ರಕರ್ತರಿಗೆ ಉಚಿತ ಬಸ್ ಪಾಸ್ ವಿತರಣೆ ಮಾಡಲಾಗುತ್ತದೆ. ಪತ್ರಕರ್ತರ ಆರೋಗ್ಯ ರಕ್ಷಣೆಗೆ ಮಾಧ್ಯಮ ಸಂಜೀವಿನಿ ಯೋಜನೆಗೂ ಚಾಲನೆ ಸಿಗಲಿದೆ. (30, 117, 262, 182)
horoscope-sign-name: ತುಲಾ (121, 572, 137, 582)
cow-headline: ಗೋ ರಕ್ಷಕರನ್ನು ಮರಕ್ಕೆ ಕಟ್ಟಿಹಾಕಿ ಹಲ್ಲೆ: ಬಂಧನ (208, 938, 385, 980)
horoscope-sign-name: ಧನು (121, 744, 134, 754)
section-title: ಕರ್ನಾಟಕ (460, 36, 570, 76)
heart-headline: ಸರಣಿ ಹೃದಯಾಘಾತ: ತನಿಖೆಗೆ ಸಮಿತಿ ರಚನೆ (424, 830, 740, 855)
murder-quote-box (708, 1364, 918, 1440)
surjewala-sub-2 (205, 1416, 405, 1444)
